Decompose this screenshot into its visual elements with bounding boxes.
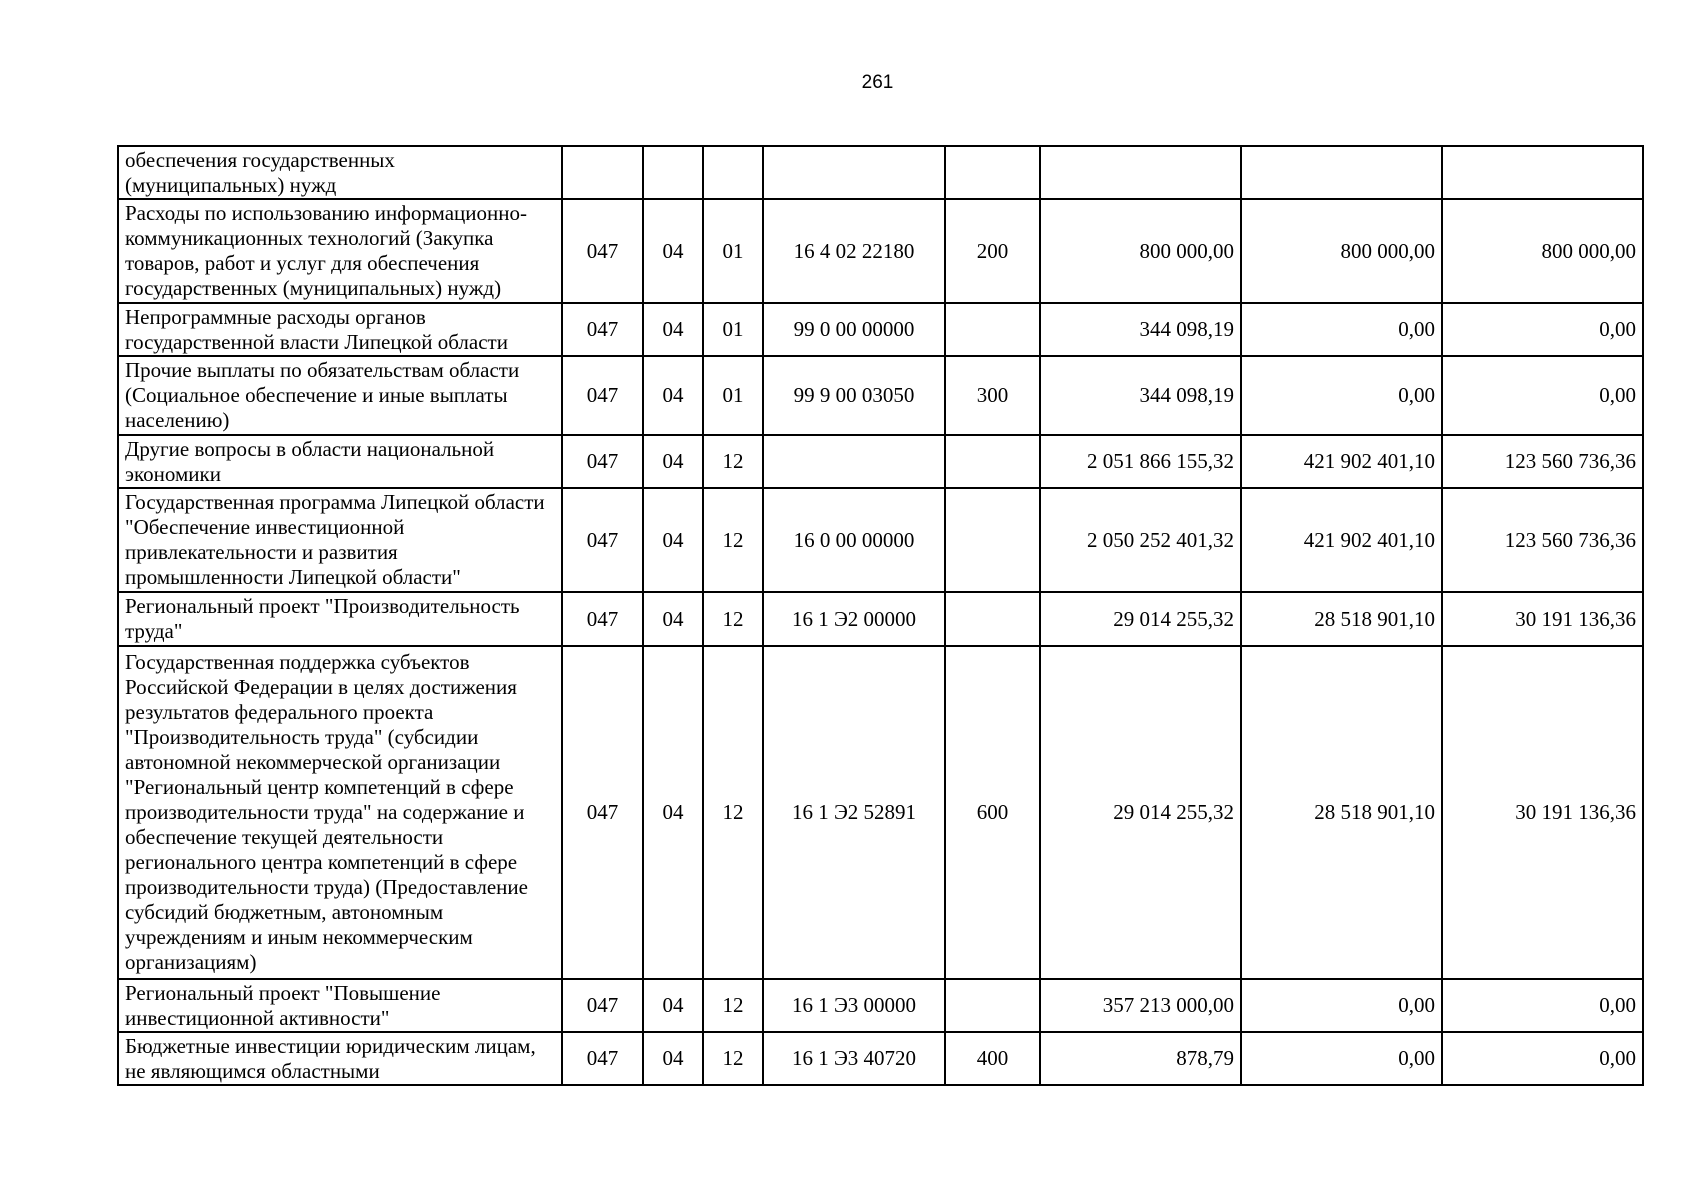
admin-code: 047 — [562, 1032, 643, 1085]
subsection-code: 01 — [703, 303, 763, 356]
target-article-code — [763, 146, 945, 199]
table-row — [118, 303, 1643, 356]
section-code — [643, 146, 703, 199]
table-row — [118, 146, 1643, 199]
row-description: Региональный проект "Производительность труда" — [118, 592, 562, 646]
amount-year-2 — [1241, 146, 1442, 199]
table-row — [118, 435, 1643, 488]
amount-year-2: 0,00 — [1241, 1032, 1442, 1085]
target-article-code — [763, 435, 945, 488]
amount-year-1: 357 213 000,00 — [1040, 979, 1241, 1032]
section-code: 04 — [643, 979, 703, 1032]
admin-code: 047 — [562, 592, 643, 646]
table-row — [118, 488, 1643, 592]
subsection-code: 01 — [703, 199, 763, 303]
table-row — [118, 356, 1643, 435]
subsection-code: 12 — [703, 1032, 763, 1085]
amount-year-1: 2 050 252 401,32 — [1040, 488, 1241, 592]
subsection-code — [703, 146, 763, 199]
amount-year-2: 28 518 901,10 — [1241, 646, 1442, 979]
target-article-code: 16 1 Э3 00000 — [763, 979, 945, 1032]
admin-code: 047 — [562, 303, 643, 356]
subsection-code: 12 — [703, 592, 763, 646]
expense-type-code: 200 — [945, 199, 1040, 303]
row-description: Расходы по использованию информационно-коммуникационных технологий (Закупка товаров, работ и услуг для обеспечения государственных (муниципальных) нужд) — [118, 199, 562, 303]
expense-type-code — [945, 146, 1040, 199]
admin-code: 047 — [562, 435, 643, 488]
row-description: Другие вопросы в области национальной экономики — [118, 435, 562, 488]
expense-type-code — [945, 979, 1040, 1032]
section-code: 04 — [643, 303, 703, 356]
subsection-code: 12 — [703, 488, 763, 592]
row-description: Государственная программа Липецкой области "Обеспечение инвестиционной привлекательности и развития промышленности Липецкой области" — [118, 488, 562, 592]
amount-year-3: 123 560 736,36 — [1442, 435, 1643, 488]
target-article-code: 16 1 Э2 00000 — [763, 592, 945, 646]
amount-year-3: 0,00 — [1442, 356, 1643, 435]
amount-year-3: 30 191 136,36 — [1442, 592, 1643, 646]
row-description: обеспечения государственных (муниципальных) нужд — [118, 146, 562, 199]
budget-table — [117, 145, 1644, 1086]
admin-code: 047 — [562, 356, 643, 435]
subsection-code: 12 — [703, 646, 763, 979]
amount-year-2: 28 518 901,10 — [1241, 592, 1442, 646]
section-code: 04 — [643, 592, 703, 646]
row-description: Государственная поддержка субъектов Российской Федерации в целях достижения результатов федерального проекта "Производительность труда" (субсидии автономной некоммерческой организации "Региональный центр компетенций в сфере производительности труда" на содержание и обеспечение текущей деятельности регионального центра компетенций в сфере производительности труда) (Предоставление субсидий бюджетным, автономным учреждениям и иным некоммерческим организациям) — [118, 646, 562, 979]
amount-year-1: 344 098,19 — [1040, 303, 1241, 356]
section-code: 04 — [643, 488, 703, 592]
page-number: 261 — [861, 72, 894, 93]
table-row — [118, 1032, 1643, 1085]
section-code: 04 — [643, 1032, 703, 1085]
amount-year-3: 0,00 — [1442, 1032, 1643, 1085]
expense-type-code: 400 — [945, 1032, 1040, 1085]
expense-type-code — [945, 303, 1040, 356]
target-article-code: 99 0 00 00000 — [763, 303, 945, 356]
amount-year-2: 0,00 — [1241, 356, 1442, 435]
expense-type-code — [945, 435, 1040, 488]
amount-year-2: 421 902 401,10 — [1241, 435, 1442, 488]
amount-year-2: 800 000,00 — [1241, 199, 1442, 303]
subsection-code: 01 — [703, 356, 763, 435]
table-row — [118, 592, 1643, 646]
admin-code: 047 — [562, 199, 643, 303]
amount-year-3: 123 560 736,36 — [1442, 488, 1643, 592]
expense-type-code — [945, 488, 1040, 592]
amount-year-2: 0,00 — [1241, 979, 1442, 1032]
amount-year-1: 29 014 255,32 — [1040, 592, 1241, 646]
admin-code: 047 — [562, 646, 643, 979]
amount-year-1: 878,79 — [1040, 1032, 1241, 1085]
section-code: 04 — [643, 646, 703, 979]
admin-code — [562, 146, 643, 199]
admin-code: 047 — [562, 979, 643, 1032]
subsection-code: 12 — [703, 435, 763, 488]
section-code: 04 — [643, 199, 703, 303]
amount-year-2: 421 902 401,10 — [1241, 488, 1442, 592]
amount-year-3: 0,00 — [1442, 303, 1643, 356]
amount-year-1: 2 051 866 155,32 — [1040, 435, 1241, 488]
table-row — [118, 979, 1643, 1032]
admin-code: 047 — [562, 488, 643, 592]
row-description: Региональный проект "Повышение инвестиционной активности" — [118, 979, 562, 1032]
row-description: Прочие выплаты по обязательствам области (Социальное обеспечение и иные выплаты населению) — [118, 356, 562, 435]
expense-type-code: 300 — [945, 356, 1040, 435]
amount-year-3: 800 000,00 — [1442, 199, 1643, 303]
amount-year-1: 344 098,19 — [1040, 356, 1241, 435]
row-description: Непрограммные расходы органов государственной власти Липецкой области — [118, 303, 562, 356]
target-article-code: 16 1 Э2 52891 — [763, 646, 945, 979]
amount-year-1: 29 014 255,32 — [1040, 646, 1241, 979]
expense-type-code — [945, 592, 1040, 646]
subsection-code: 12 — [703, 979, 763, 1032]
amount-year-1 — [1040, 146, 1241, 199]
expense-type-code: 600 — [945, 646, 1040, 979]
amount-year-2: 0,00 — [1241, 303, 1442, 356]
amount-year-3: 30 191 136,36 — [1442, 646, 1643, 979]
amount-year-3 — [1442, 146, 1643, 199]
amount-year-1: 800 000,00 — [1040, 199, 1241, 303]
section-code: 04 — [643, 356, 703, 435]
target-article-code: 16 4 02 22180 — [763, 199, 945, 303]
target-article-code: 16 1 Э3 40720 — [763, 1032, 945, 1085]
target-article-code: 99 9 00 03050 — [763, 356, 945, 435]
section-code: 04 — [643, 435, 703, 488]
row-description: Бюджетные инвестиции юридическим лицам, не являющимся областными — [118, 1032, 562, 1085]
amount-year-3: 0,00 — [1442, 979, 1643, 1032]
target-article-code: 16 0 00 00000 — [763, 488, 945, 592]
table-row — [118, 646, 1643, 979]
table-row — [118, 199, 1643, 303]
